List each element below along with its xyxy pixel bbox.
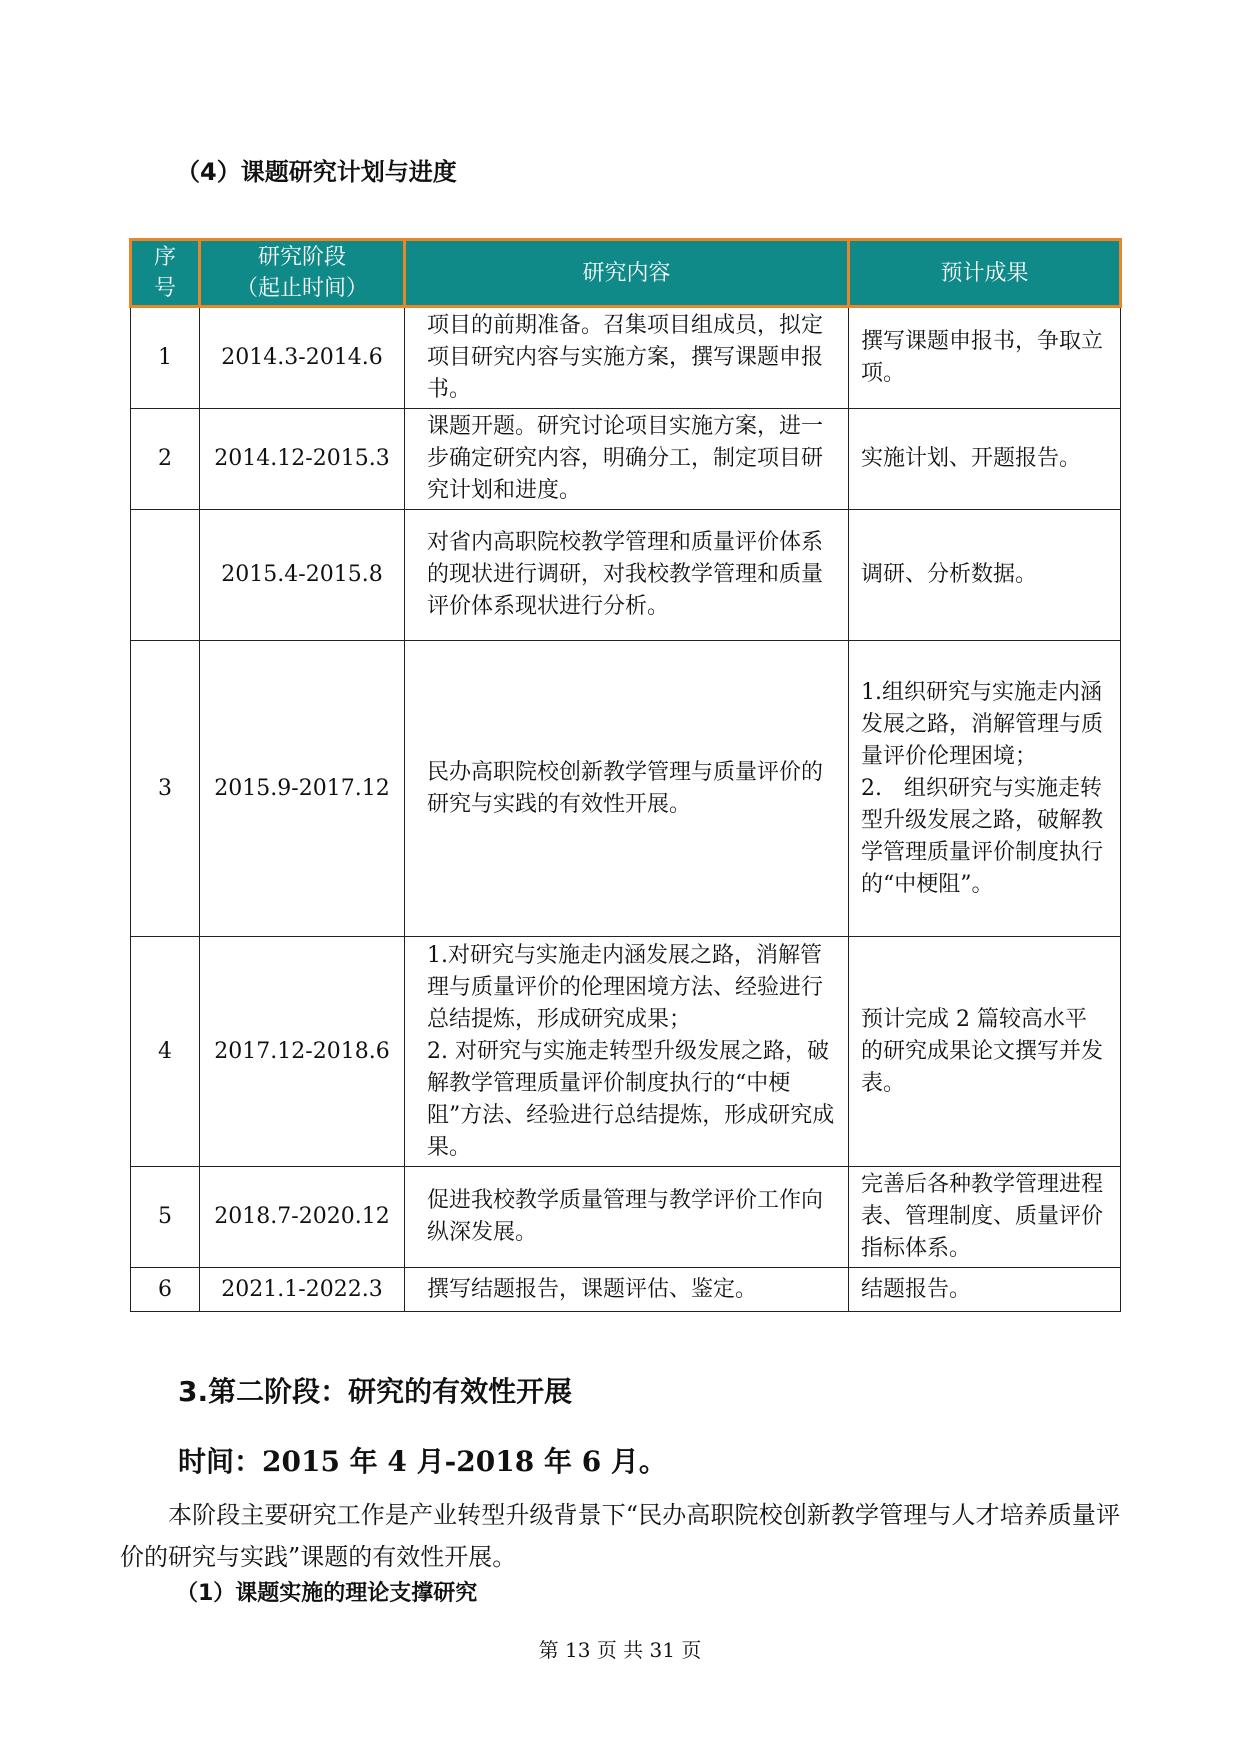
- time-line: 时间：2015 年 4 月-2018 年 6 月。: [178, 1445, 667, 1478]
- header-no: [131, 240, 200, 307]
- page-footer: 第 13 页 共 31 页: [538, 1638, 702, 1662]
- row-result: 撰写课题申报书，争取立项。: [849, 307, 1121, 409]
- row-content: 对省内高职院校教学管理和质量评价体系的现状进行调研，对我校教学管理和质量评价体系现状进行分析。: [405, 510, 849, 641]
- row-content: 促进我校教学质量管理与教学评价工作向纵深发展。: [405, 1167, 849, 1268]
- row-no: 5: [131, 1167, 200, 1268]
- header-stage-line1: 研究阶段: [257, 245, 346, 270]
- phase-heading: 3.第二阶段：研究的有效性开展: [178, 1375, 573, 1408]
- row-content: 项目的前期准备。召集项目组成员，拟定项目研究内容与实施方案，撰写课题申报书。: [405, 307, 849, 409]
- row-result: 完善后各种教学管理进程表、管理制度、质量评价指标体系。: [849, 1167, 1121, 1268]
- row-period: 2017.12-2018.6: [200, 937, 405, 1167]
- row-period: 2014.3-2014.6: [200, 307, 405, 409]
- table-row: [131, 307, 1121, 409]
- row-period: 2015.4-2015.8: [200, 510, 405, 641]
- row-content: 课题开题。研究讨论项目实施方案，进一步确定研究内容，明确分工，制定项目研究计划和进度。: [405, 409, 849, 510]
- row-result: 结题报告。: [849, 1268, 1121, 1312]
- row-no: 4: [131, 937, 200, 1167]
- body-paragraph: 本阶段主要研究工作是产业转型升级背景下“民办高职院校创新教学管理与人才培养质量评价的研究与实践”课题的有效性开展。: [120, 1501, 1120, 1571]
- row-result: 实施计划、开题报告。: [849, 409, 1121, 510]
- table-row: [131, 641, 1121, 937]
- table-row: [131, 409, 1121, 510]
- header-no-line1: 序: [153, 245, 176, 270]
- header-stage: [200, 240, 405, 307]
- row-no: 6: [131, 1268, 200, 1312]
- header-no-line2: 号: [153, 276, 176, 301]
- research-plan-table: [129, 238, 1122, 1312]
- row-result: 预计完成 2 篇较高水平的研究成果论文撰写并发表。: [849, 937, 1121, 1167]
- section-heading: （4）课题研究计划与进度: [176, 158, 457, 186]
- table-row: [131, 1167, 1121, 1268]
- row-period: 2015.9-2017.12: [200, 641, 405, 937]
- row-period: 2018.7-2020.12: [200, 1167, 405, 1268]
- table-row: [131, 510, 1121, 641]
- row-result: 1.组织研究与实施走内涵发展之路，消解管理与质量评价伦理困境； 2. 组织研究与实施走转型升级发展之路，破解教学管理质量评价制度执行的“中梗阻”。: [849, 641, 1121, 937]
- header-content: 研究内容: [405, 240, 849, 307]
- row-result: 调研、分析数据。: [849, 510, 1121, 641]
- row-period: 2014.12-2015.3: [200, 409, 405, 510]
- row-period: 2021.1-2022.3: [200, 1268, 405, 1312]
- row-content: 民办高职院校创新教学管理与质量评价的研究与实践的有效性开展。: [405, 641, 849, 937]
- row-no: [131, 510, 200, 641]
- row-no: 3: [131, 641, 200, 937]
- table-row: [131, 1268, 1121, 1312]
- table-header-row: [131, 240, 1121, 307]
- row-no: 2: [131, 409, 200, 510]
- row-content: 1.对研究与实施走内涵发展之路，消解管理与质量评价的伦理困境方法、经验进行总结提炼，形成研究成果； 2. 对研究与实施走转型升级发展之路，破解教学管理质量评价制度执行的“中梗阻”方法、经验进行总结提炼，形成研究成果。: [405, 937, 849, 1167]
- row-no: 1: [131, 307, 200, 409]
- header-stage-line2: （起止时间）: [235, 276, 368, 301]
- table-row: [131, 937, 1121, 1167]
- header-result: 预计成果: [849, 240, 1121, 307]
- sub-heading: （1）课题实施的理论支撑研究: [176, 1581, 478, 1606]
- row-content: 撰写结题报告，课题评估、鉴定。: [405, 1268, 849, 1312]
